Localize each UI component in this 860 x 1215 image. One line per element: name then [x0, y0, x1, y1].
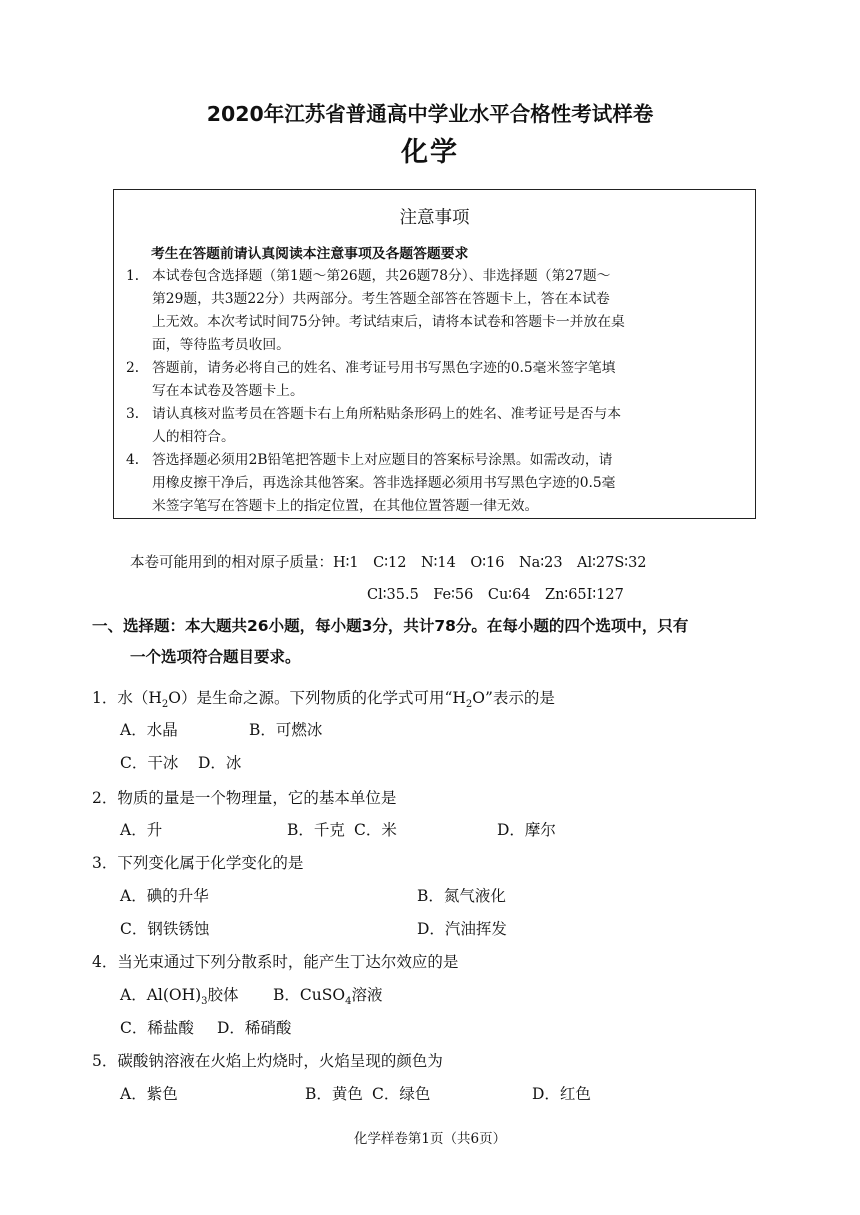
page-title: 2020年江苏省普通高中学业水平合格性考试样卷 — [206, 102, 654, 126]
notice-item-number: 2． — [126, 360, 149, 376]
q3-option-b: B．氮气液化 — [417, 887, 506, 905]
section-heading-cont: 一个选项符合题目要求。 — [130, 648, 301, 666]
notice-item-line: 本试卷包含选择题（第1题～第26题，共26题78分）、非选择题（第27题～ — [152, 268, 611, 284]
q5-option-b: B．黄色 — [305, 1085, 363, 1103]
question-5-stem: 5．碳酸钠溶液在火焰上灼烧时，火焰呈现的颜色为 — [92, 1052, 443, 1070]
q5-option-a: A．紫色 — [120, 1085, 178, 1103]
notice-item-number: 4． — [126, 452, 149, 468]
q2-option-a: A．升 — [120, 821, 163, 839]
notice-item-number: 1． — [126, 268, 149, 284]
q4-option-b: B．CuSO$_4$溶液 — [273, 986, 383, 1008]
q4-option-c: C．稀盐酸 — [120, 1019, 194, 1037]
question-4-stem: 4．当光束通过下列分散系时，能产生丁达尔效应的是 — [92, 953, 459, 971]
q3-option-c: C．钢铁锈蚀 — [120, 920, 210, 938]
notice-item-line: 用橡皮擦干净后，再选涂其他答案。答非选择题必须用书写黑色字迹的0.5毫 — [152, 475, 616, 491]
section-heading: 一、选择题：本大题共26小题，每小题3分，共计78分。在每小题的四个选项中，只有 — [92, 617, 689, 635]
notice-item-line: 答选择题必须用2B铅笔把答题卡上对应题目的答案标号涂黑。如需改动，请 — [152, 452, 613, 468]
notice-item-line: 上无效。本次考试时间75分钟。考试结束后，请将本试卷和答题卡一并放在桌 — [152, 314, 625, 330]
question-1-stem: 1．水$(H_2O)$是生命之源。下列物质的化学式可用“$H_2O$”表示的是 — [92, 689, 555, 711]
q2-option-d: D．摩尔 — [497, 821, 556, 839]
notice-item-number: 3． — [126, 406, 149, 422]
q1-option-d: D．冰 — [198, 754, 242, 772]
notice-item-line: 人的相符合。 — [152, 429, 235, 445]
notice-item-line: 答题前，请务必将自己的姓名、准考证号用书写黑色字迹的0.5毫米签字笔填 — [152, 360, 616, 376]
notice-item-line: 写在本试卷及答题卡上。 — [152, 383, 304, 399]
subject-title: 化学 — [401, 137, 459, 168]
atomic-mass-line-2: Cl∶35.5 Fe∶56 Cu∶64 Zn∶65I∶127 — [367, 587, 624, 603]
q1-option-c: C．干冰 — [120, 754, 179, 772]
q4-option-a: A．$Al(OH)_3$胶体 — [120, 986, 239, 1008]
notice-item-line: 第29题，共3题22分）共两部分。考生答题全部答在答题卡上，答在本试卷 — [152, 291, 610, 307]
question-2-stem: 2．物质的量是一个物理量，它的基本单位是 — [92, 789, 397, 807]
notice-item-line: 请认真核对监考员在答题卡右上角所粘贴条形码上的姓名、准考证号是否与本 — [152, 406, 622, 422]
q1-option-a: A．水晶 — [120, 721, 178, 739]
q5-option-d: D．红色 — [532, 1085, 591, 1103]
q3-option-d: D．汽油挥发 — [417, 920, 507, 938]
atomic-mass-line-1: 本卷可能用到的相对原子质量：H∶1 C∶12 N∶14 O∶16 Na∶23 Al∶27S∶32 — [130, 555, 647, 571]
page-footer: 化学样卷第1页（共6页） — [353, 1131, 507, 1147]
q1-option-b: B．可燃冰 — [249, 721, 323, 739]
notice-lead: 考生在答题前请认真阅读本注意事项及各题答题要求 — [151, 246, 469, 262]
q5-option-c: C．绿色 — [372, 1085, 431, 1103]
q4-option-d: D．稀硝酸 — [217, 1019, 292, 1037]
question-3-stem: 3．下列变化属于化学变化的是 — [92, 854, 304, 872]
notice-heading: 注意事项 — [399, 208, 470, 228]
q3-option-a: A．碘的升华 — [120, 887, 209, 905]
q2-option-c: C．米 — [354, 821, 397, 839]
notice-item-line: 米签字笔写在答题卡上的指定位置，在其他位置答题一律无效。 — [152, 498, 539, 514]
q2-option-b: B．千克 — [287, 821, 345, 839]
notice-item-line: 面，等待监考员收回。 — [152, 337, 290, 353]
notice-box — [113, 189, 756, 519]
